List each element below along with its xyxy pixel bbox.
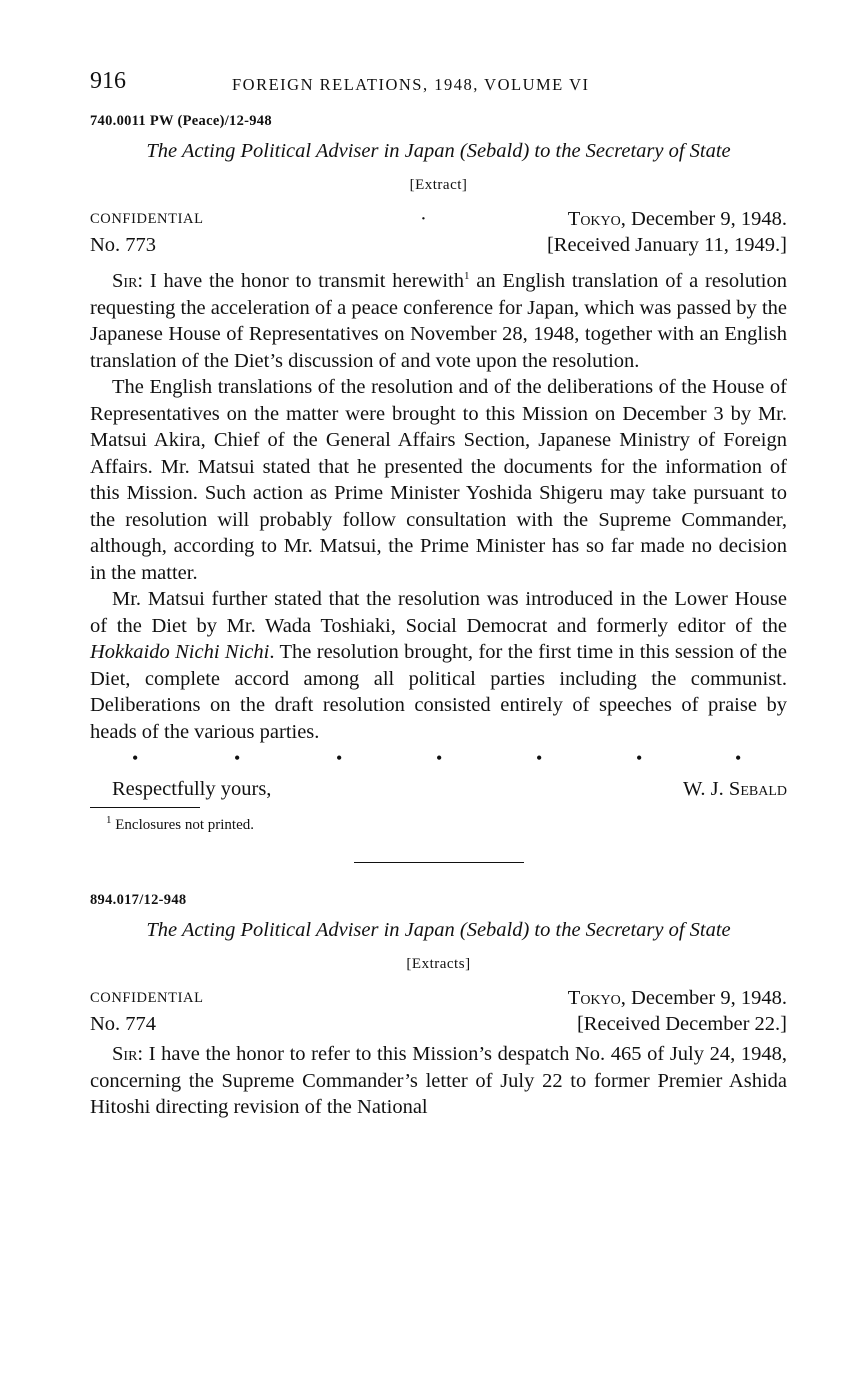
newspaper-title: Hokkaido Nichi Nichi xyxy=(90,641,270,663)
paragraph-text: : I have the honor to refer to this Mission’s despatch No. 465 of July 24, 1948, concerning the Supreme Commander’s letter of July 22 to former Premier Ashida Hitoshi directing revision of the National xyxy=(90,1043,787,1118)
page-number: 916 xyxy=(90,68,126,94)
paragraph: The English translations of the resolution and of the deliberations of the House of Representatives on the matter were brought to this Mission on December 3 by Mr. Matsui Akira, Chief of the General Affairs Section, Japanese Ministry of Foreign Affairs. Mr. Matsui stated that he presented the documents for the information of this Mission. Such action as Prime Minister Yoshida Shigeru may take pursuant to the resolution will probably follow consultation with the Supreme Commander, although, according to Mr. Matsui, the Prime Minister has so far made no decision in the matter. xyxy=(90,376,787,584)
extract-note: [Extract] xyxy=(409,177,468,193)
date: , December 9, 1948. xyxy=(620,987,787,1009)
salutation: Sir xyxy=(112,1043,138,1065)
dateline xyxy=(568,985,787,1011)
dateline xyxy=(568,206,787,232)
classification: CONFIDENTIAL xyxy=(90,211,204,227)
running-title: FOREIGN RELATIONS, 1948, VOLUME VI xyxy=(232,75,590,94)
footnote-ref: 1 xyxy=(463,270,470,283)
paragraph-text: an English translation of a resolution requesting the acceleration of a peace conference for Japan, which was passed by the Japanese House of Representatives on November 28, 1948, together with an English translation of the Diet’s discussion of and vote upon the resolution. xyxy=(90,270,787,372)
footnote-mark: 1 xyxy=(106,814,112,826)
body-text xyxy=(90,268,787,745)
page-header xyxy=(90,62,787,106)
date: , December 9, 1948. xyxy=(620,208,787,230)
signature-name: Sebald xyxy=(728,778,787,800)
despatch-number: No. 774 xyxy=(90,1013,157,1035)
place: Tokyo xyxy=(567,208,621,230)
document-title: The Acting Political Adviser in Japan (Sebald) to the Secretary of State xyxy=(146,140,731,162)
dateline-block xyxy=(90,206,787,258)
document-774 xyxy=(90,889,787,1121)
file-number: 740.0011 PW (Peace)/12-948 xyxy=(90,113,272,129)
paragraph-text: : I have the honor to transmit herewith xyxy=(137,270,464,292)
extracts-note: [Extracts] xyxy=(406,956,471,972)
file-number: 894.017/12-948 xyxy=(90,892,187,908)
paragraph-text: . The resolution brought, for the first time in this session of the Diet, complete accord among all political parties including the communist. Deliberations on the draft resolution consisted entirely of speeches of praise by heads of the various parties. xyxy=(90,641,787,743)
classification: CONFIDENTIAL xyxy=(90,990,204,1006)
dateline-block xyxy=(90,985,787,1037)
bullet-dot: · xyxy=(420,208,427,230)
document-title: The Acting Political Adviser in Japan (Sebald) to the Secretary of State xyxy=(146,919,731,941)
paragraph xyxy=(90,268,787,374)
salutation: Sir xyxy=(112,270,138,292)
document-773 xyxy=(90,110,787,836)
document-page xyxy=(90,62,787,1121)
body-text xyxy=(90,1041,787,1121)
despatch-number: No. 773 xyxy=(90,234,157,256)
closing: Respectfully yours, xyxy=(112,778,272,800)
signature xyxy=(683,775,787,803)
paragraph xyxy=(90,586,787,745)
omission-dots: • • • • • • • xyxy=(132,748,742,768)
paragraph-text: Mr. Matsui further stated that the resolution was introduced in the Lower House of the Diet by Mr. Wada Toshiaki, Social Democrat and formerly editor of the xyxy=(90,588,787,637)
closing-line xyxy=(90,775,787,803)
footnote-divider xyxy=(90,807,200,808)
footnote xyxy=(106,814,787,836)
received-date: [Received December 22.] xyxy=(576,1013,787,1035)
place: Tokyo xyxy=(567,987,621,1009)
paragraph xyxy=(90,1041,787,1121)
received-date: [Received January 11, 1949.] xyxy=(546,234,787,256)
signature-initials: W. J. xyxy=(682,778,729,800)
footnote-text: Enclosures not printed. xyxy=(111,817,254,833)
section-divider xyxy=(354,862,524,863)
